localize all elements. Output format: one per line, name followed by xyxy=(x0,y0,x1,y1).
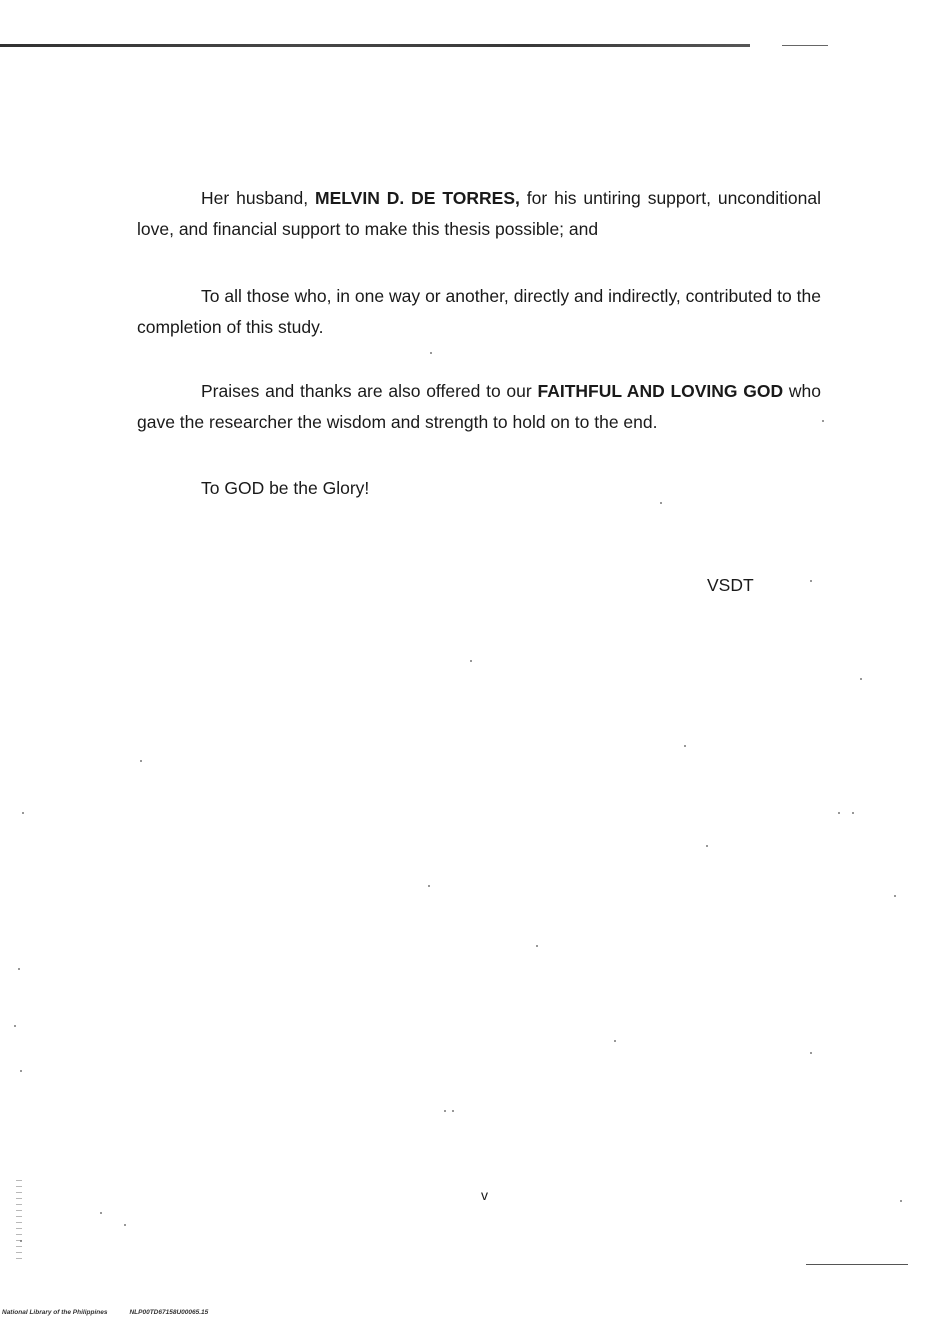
paragraph-husband-intro: Her husband, xyxy=(201,188,316,208)
scan-speck xyxy=(470,660,472,662)
scan-speck xyxy=(684,745,686,747)
scan-speck xyxy=(18,968,20,970)
scan-speck xyxy=(838,812,840,814)
scan-speck xyxy=(428,885,430,887)
scan-speck xyxy=(536,945,538,947)
scan-top-rule xyxy=(0,44,750,47)
scan-speck xyxy=(852,812,854,814)
scan-speck xyxy=(614,1040,616,1042)
paragraph-husband-rest: for his untiring support, unconditional love, and financial support to make this thesis possible; and xyxy=(137,188,821,239)
paragraph-praises-rest: who gave the researcher the wisdom and strength to hold on to the end. xyxy=(137,381,821,432)
scan-speck xyxy=(444,1110,446,1112)
scan-speck xyxy=(452,1110,454,1112)
page-number: v xyxy=(481,1187,488,1203)
scan-speck xyxy=(810,580,812,582)
paragraph-contributors xyxy=(137,281,821,343)
paragraph-husband xyxy=(137,183,821,245)
scan-footer xyxy=(2,1309,208,1317)
scan-speck xyxy=(140,760,142,762)
scan-speck xyxy=(894,895,896,897)
scan-speck xyxy=(22,812,24,814)
paragraph-praises-intro: Praises and thanks are also offered to our xyxy=(201,381,538,401)
scan-bottom-rule xyxy=(806,1264,908,1265)
paragraph-praises xyxy=(137,376,821,438)
scan-top-rule-fragment xyxy=(782,45,828,46)
paragraph-glory-text: To GOD be the Glory! xyxy=(201,478,370,498)
husband-name: MELVIN D. DE TORRES, xyxy=(315,188,520,208)
scan-speck xyxy=(20,1240,22,1242)
scan-speck xyxy=(20,1070,22,1072)
scan-speck xyxy=(822,420,824,422)
author-initials: VSDT xyxy=(707,575,754,595)
scan-speck xyxy=(660,502,662,504)
footer-library: National Library of the Philippines xyxy=(2,1309,108,1316)
footer-code: NLP00TD67158U00065.15 xyxy=(129,1309,209,1316)
paragraph-glory xyxy=(137,473,821,504)
scan-left-edge-marks xyxy=(16,1180,22,1260)
scan-speck xyxy=(100,1212,102,1214)
scan-speck xyxy=(810,1052,812,1054)
scan-speck xyxy=(124,1224,126,1226)
god-emphasis: FAITHFUL AND LOVING GOD xyxy=(537,381,784,401)
scan-speck xyxy=(706,845,708,847)
scan-speck xyxy=(900,1200,902,1202)
scan-speck xyxy=(860,678,862,680)
scan-speck xyxy=(430,352,432,354)
scan-speck xyxy=(14,1025,16,1027)
paragraph-contributors-text: To all those who, in one way or another, directly and indirectly, contributed to the completion of this study. xyxy=(137,286,821,337)
